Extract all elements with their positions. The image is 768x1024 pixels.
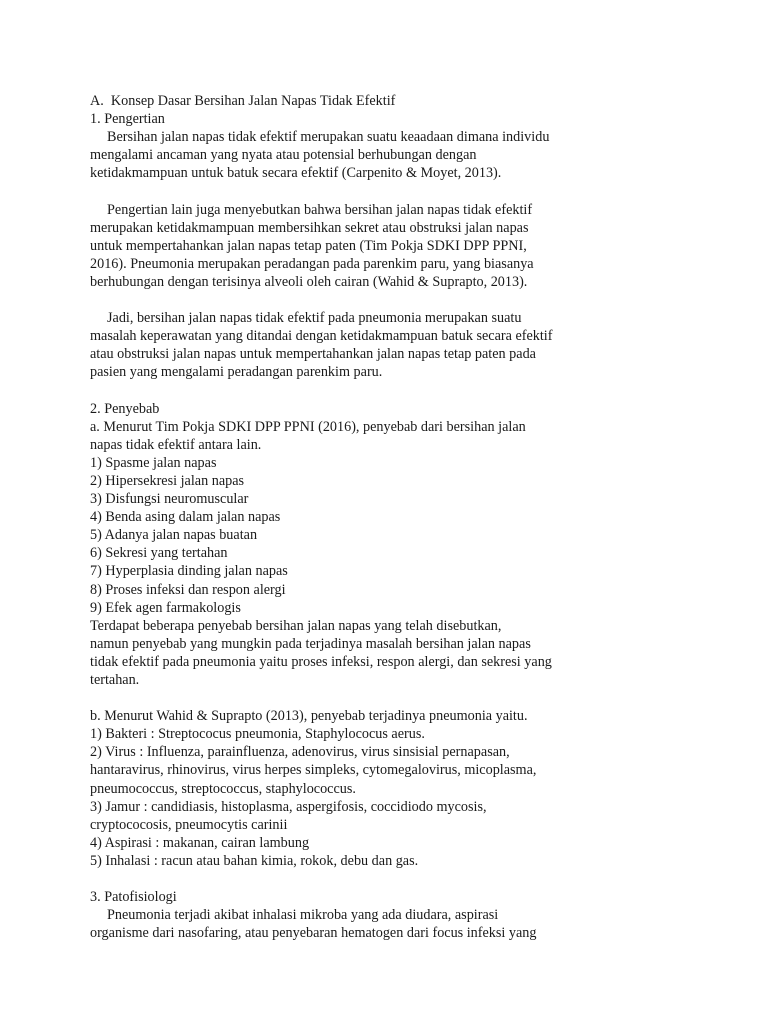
text-line: organisme dari nasofaring, atau penyebaran hematogen dari focus infeksi yang	[90, 925, 537, 942]
text-line: mengalami ancaman yang nyata atau potensial berhubungan dengan	[90, 147, 477, 164]
text-line: Pengertian lain juga menyebutkan bahwa bersihan jalan napas tidak efektif	[107, 201, 533, 218]
cause-summary-a	[90, 617, 690, 689]
text-line: a. Menurut Tim Pokja SDKI DPP PPNI (2016), penyebab dari bersihan jalan	[90, 418, 526, 435]
list-item: 1) Bakteri : Streptococus pneumonia, Staphylococus aerus.	[90, 726, 425, 743]
text-line: berhubungan dengan terisinya alveoli oleh cairan (Wahid & Suprapto, 2013).	[90, 273, 528, 290]
text-line: 2016). Pneumonia merupakan peradangan pada parenkim paru, yang biasanya	[90, 255, 534, 272]
list-item: 5) Adanya jalan napas buatan	[90, 527, 258, 544]
subsection-title-patofisiologi: 3. Patofisiologi	[90, 889, 177, 906]
text-line: Bersihan jalan napas tidak efektif merupakan suatu keaadaan dimana individu	[107, 129, 550, 146]
text-line: namun penyebab yang mungkin pada terjadinya masalah bersihan jalan napas	[90, 635, 531, 652]
subsection-title-pengertian: 1. Pengertian	[90, 111, 165, 128]
list-item: 3) Jamur : candidiasis, histoplasma, aspergifosis, coccidiodo mycosis,	[90, 798, 487, 815]
text-line: untuk mempertahankan jalan napas tetap paten (Tim Pokja SDKI DPP PPNI,	[90, 237, 527, 254]
text-line: pneumococcus, streptococcus, staphylococcus.	[90, 780, 356, 797]
text-line: tidak efektif pada pneumonia yaitu proses infeksi, respon alergi, dan sekresi yang	[90, 653, 552, 670]
paragraph-definition-3	[90, 309, 690, 381]
list-item: 7) Hyperplasia dinding jalan napas	[90, 563, 288, 580]
cause-list-a	[90, 454, 690, 617]
cause-intro-a	[90, 418, 690, 454]
list-item: 2) Virus : Influenza, parainfluenza, adenovirus, virus sinsisial pernapasan,	[90, 744, 510, 761]
text-line: tertahan.	[90, 672, 140, 688]
text-line: pasien yang mengalami peradangan parenkim paru.	[90, 364, 383, 381]
text-line: hantaravirus, rhinovirus, virus herpes simpleks, cytomegalovirus, micoplasma,	[90, 762, 537, 779]
text-line: cryptococosis, pneumocytis carinii	[90, 816, 288, 833]
section-heading: A. Konsep Dasar Bersihan Jalan Napas Tidak Efektif	[90, 93, 396, 109]
paragraph-definition-1	[90, 128, 690, 182]
list-item: 5) Inhalasi : racun atau bahan kimia, rokok, debu dan gas.	[90, 852, 419, 869]
paragraph-definition-2	[90, 201, 690, 291]
list-item: 2) Hipersekresi jalan napas	[90, 472, 245, 489]
text-line: napas tidak efektif antara lain.	[90, 436, 262, 453]
list-item: 4) Aspirasi : makanan, cairan lambung	[90, 834, 310, 851]
list-item: 9) Efek agen farmakologis	[90, 599, 241, 616]
text-line: merupakan ketidakmampuan membersihkan sekret atau obstruksi jalan napas	[90, 219, 529, 236]
list-item: 4) Benda asing dalam jalan napas	[90, 509, 281, 526]
list-item: 6) Sekresi yang tertahan	[90, 545, 228, 562]
cause-list-b	[90, 707, 690, 870]
list-item: 3) Disfungsi neuromuscular	[90, 491, 249, 508]
subsection-title-penyebab: 2. Penyebab	[90, 400, 160, 417]
list-item: 1) Spasme jalan napas	[90, 454, 217, 471]
text-line: masalah keperawatan yang ditandai dengan ketidakmampuan batuk secara efektif	[90, 328, 553, 345]
text-line: atau obstruksi jalan napas untuk mempertahankan jalan napas tetap paten pada	[90, 346, 536, 363]
paragraph-pathophysiology	[90, 906, 690, 942]
text-line: b. Menurut Wahid & Suprapto (2013), penyebab terjadinya pneumonia yaitu.	[90, 708, 528, 725]
list-item: 8) Proses infeksi dan respon alergi	[90, 581, 286, 598]
document-page	[90, 92, 690, 942]
text-line: ketidakmampuan untuk batuk secara efektif (Carpenito & Moyet, 2013).	[90, 165, 502, 182]
text-line: Pneumonia terjadi akibat inhalasi mikroba yang ada diudara, aspirasi	[107, 907, 499, 924]
text-line: Jadi, bersihan jalan napas tidak efektif pada pneumonia merupakan suatu	[107, 310, 522, 327]
text-line: Terdapat beberapa penyebab bersihan jalan napas yang telah disebutkan,	[90, 617, 502, 634]
